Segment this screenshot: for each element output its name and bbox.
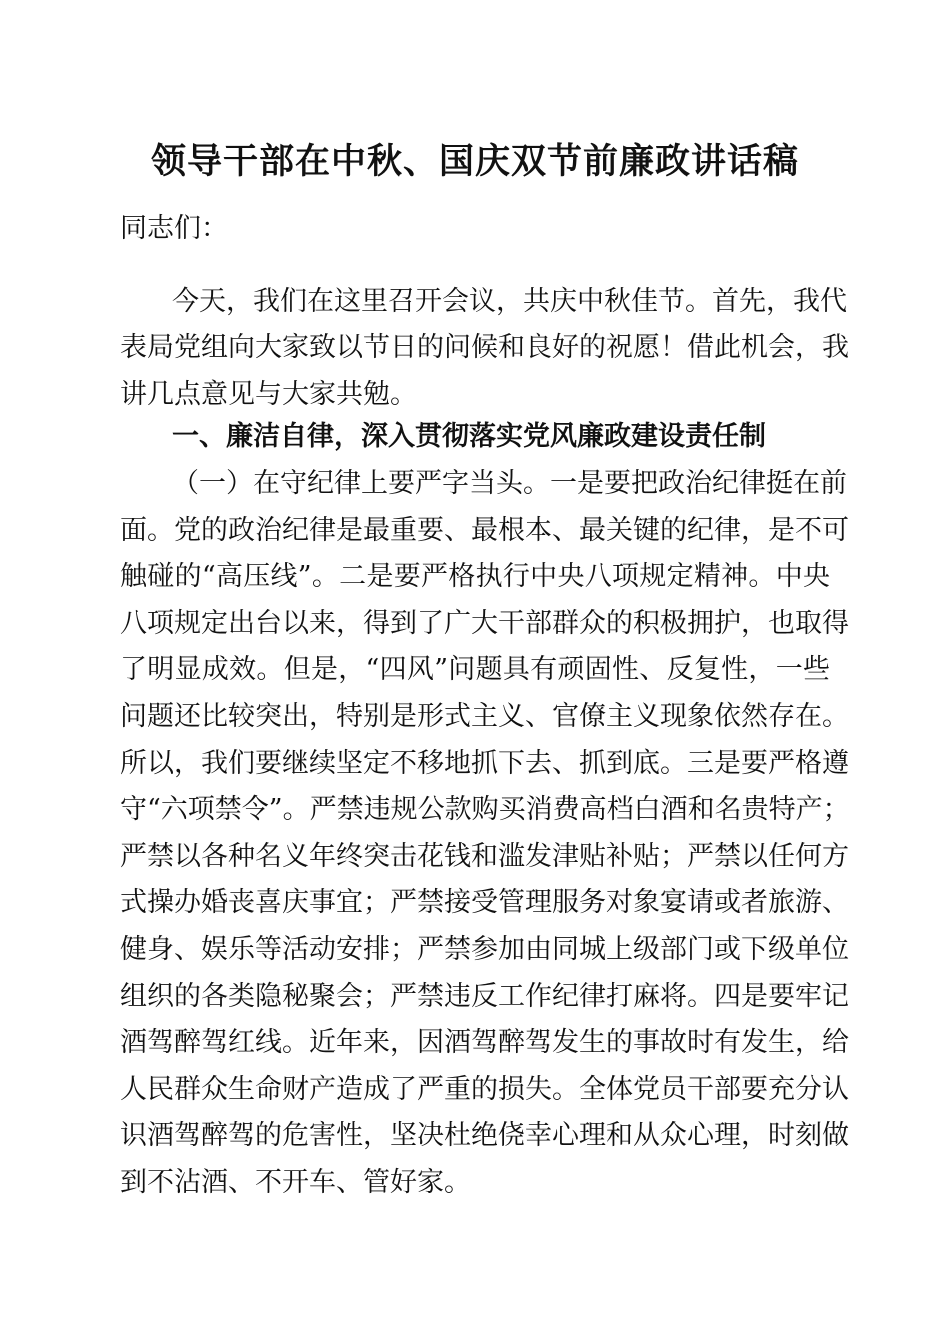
paragraph-line: 式操办婚丧喜庆事宜；严禁接受管理服务对象宴请或者旅游、 <box>120 887 849 919</box>
document-body <box>120 206 850 1206</box>
paragraph-line: 健身、娱乐等活动安排；严禁参加由同城上级部门或下级单位 <box>120 933 849 965</box>
paragraph-text: 一是要把政治纪律挺在前 <box>550 467 847 499</box>
paragraph-line: 讲几点意见与大家共勉。 <box>120 378 417 410</box>
paragraph-line <box>120 461 847 508</box>
paragraph-line: 触碰的“高压线”。二是要严格执行中央八项规定精神。中央 <box>120 561 830 593</box>
subsection-heading: （一）在守纪律上要严字当头。 <box>172 467 550 499</box>
paragraph-line: 守“六项禁令”。严禁违规公款购买消费高档白酒和名贵特产； <box>120 794 850 826</box>
paragraph-line: 严禁以各种名义年终突击花钱和滥发津贴补贴；严禁以任何方 <box>120 840 849 872</box>
greeting: 同志们： <box>120 213 228 244</box>
paragraph-line: 表局党组向大家致以节日的问候和良好的祝愿！借此机会，我 <box>120 332 849 364</box>
paragraph-line: 问题还比较突出，特别是形式主义、官僚主义现象依然存在。 <box>120 700 849 732</box>
paragraph-line: 人民群众生命财产造成了严重的损失。全体党员干部要充分认 <box>120 1073 849 1105</box>
section-heading: 一、廉洁自律，深入贯彻落实党风廉政建设责任制 <box>172 421 766 453</box>
paragraph-line: 组织的各类隐秘聚会；严禁违反工作纪律打麻将。四是要牢记 <box>120 980 849 1012</box>
paragraph-line: 八项规定出台以来，得到了广大干部群众的积极拥护，也取得 <box>120 607 849 639</box>
paragraph-line: 所以，我们要继续坚定不移地抓下去、抓到底。三是要严格遵 <box>120 747 849 779</box>
paragraph-line: 了明显成效。但是，“四风”问题具有顽固性、反复性，一些 <box>120 654 830 686</box>
document-title: 领导干部在中秋、国庆双节前廉政讲话稿 <box>150 141 799 182</box>
paragraph-line: 酒驾醉驾红线。近年来，因酒驾醉驾发生的事故时有发生，给 <box>120 1027 849 1059</box>
paragraph-line: 到不沾酒、不开车、管好家。 <box>120 1166 471 1198</box>
paragraph-line: 面。党的政治纪律是最重要、最根本、最关键的纪律，是不可 <box>120 514 849 546</box>
paragraph-line: 识酒驾醉驾的危害性，坚决杜绝侥幸心理和从众心理，时刻做 <box>120 1120 849 1152</box>
paragraph-line: 今天，我们在这里召开会议，共庆中秋佳节。首先，我代 <box>172 285 847 317</box>
